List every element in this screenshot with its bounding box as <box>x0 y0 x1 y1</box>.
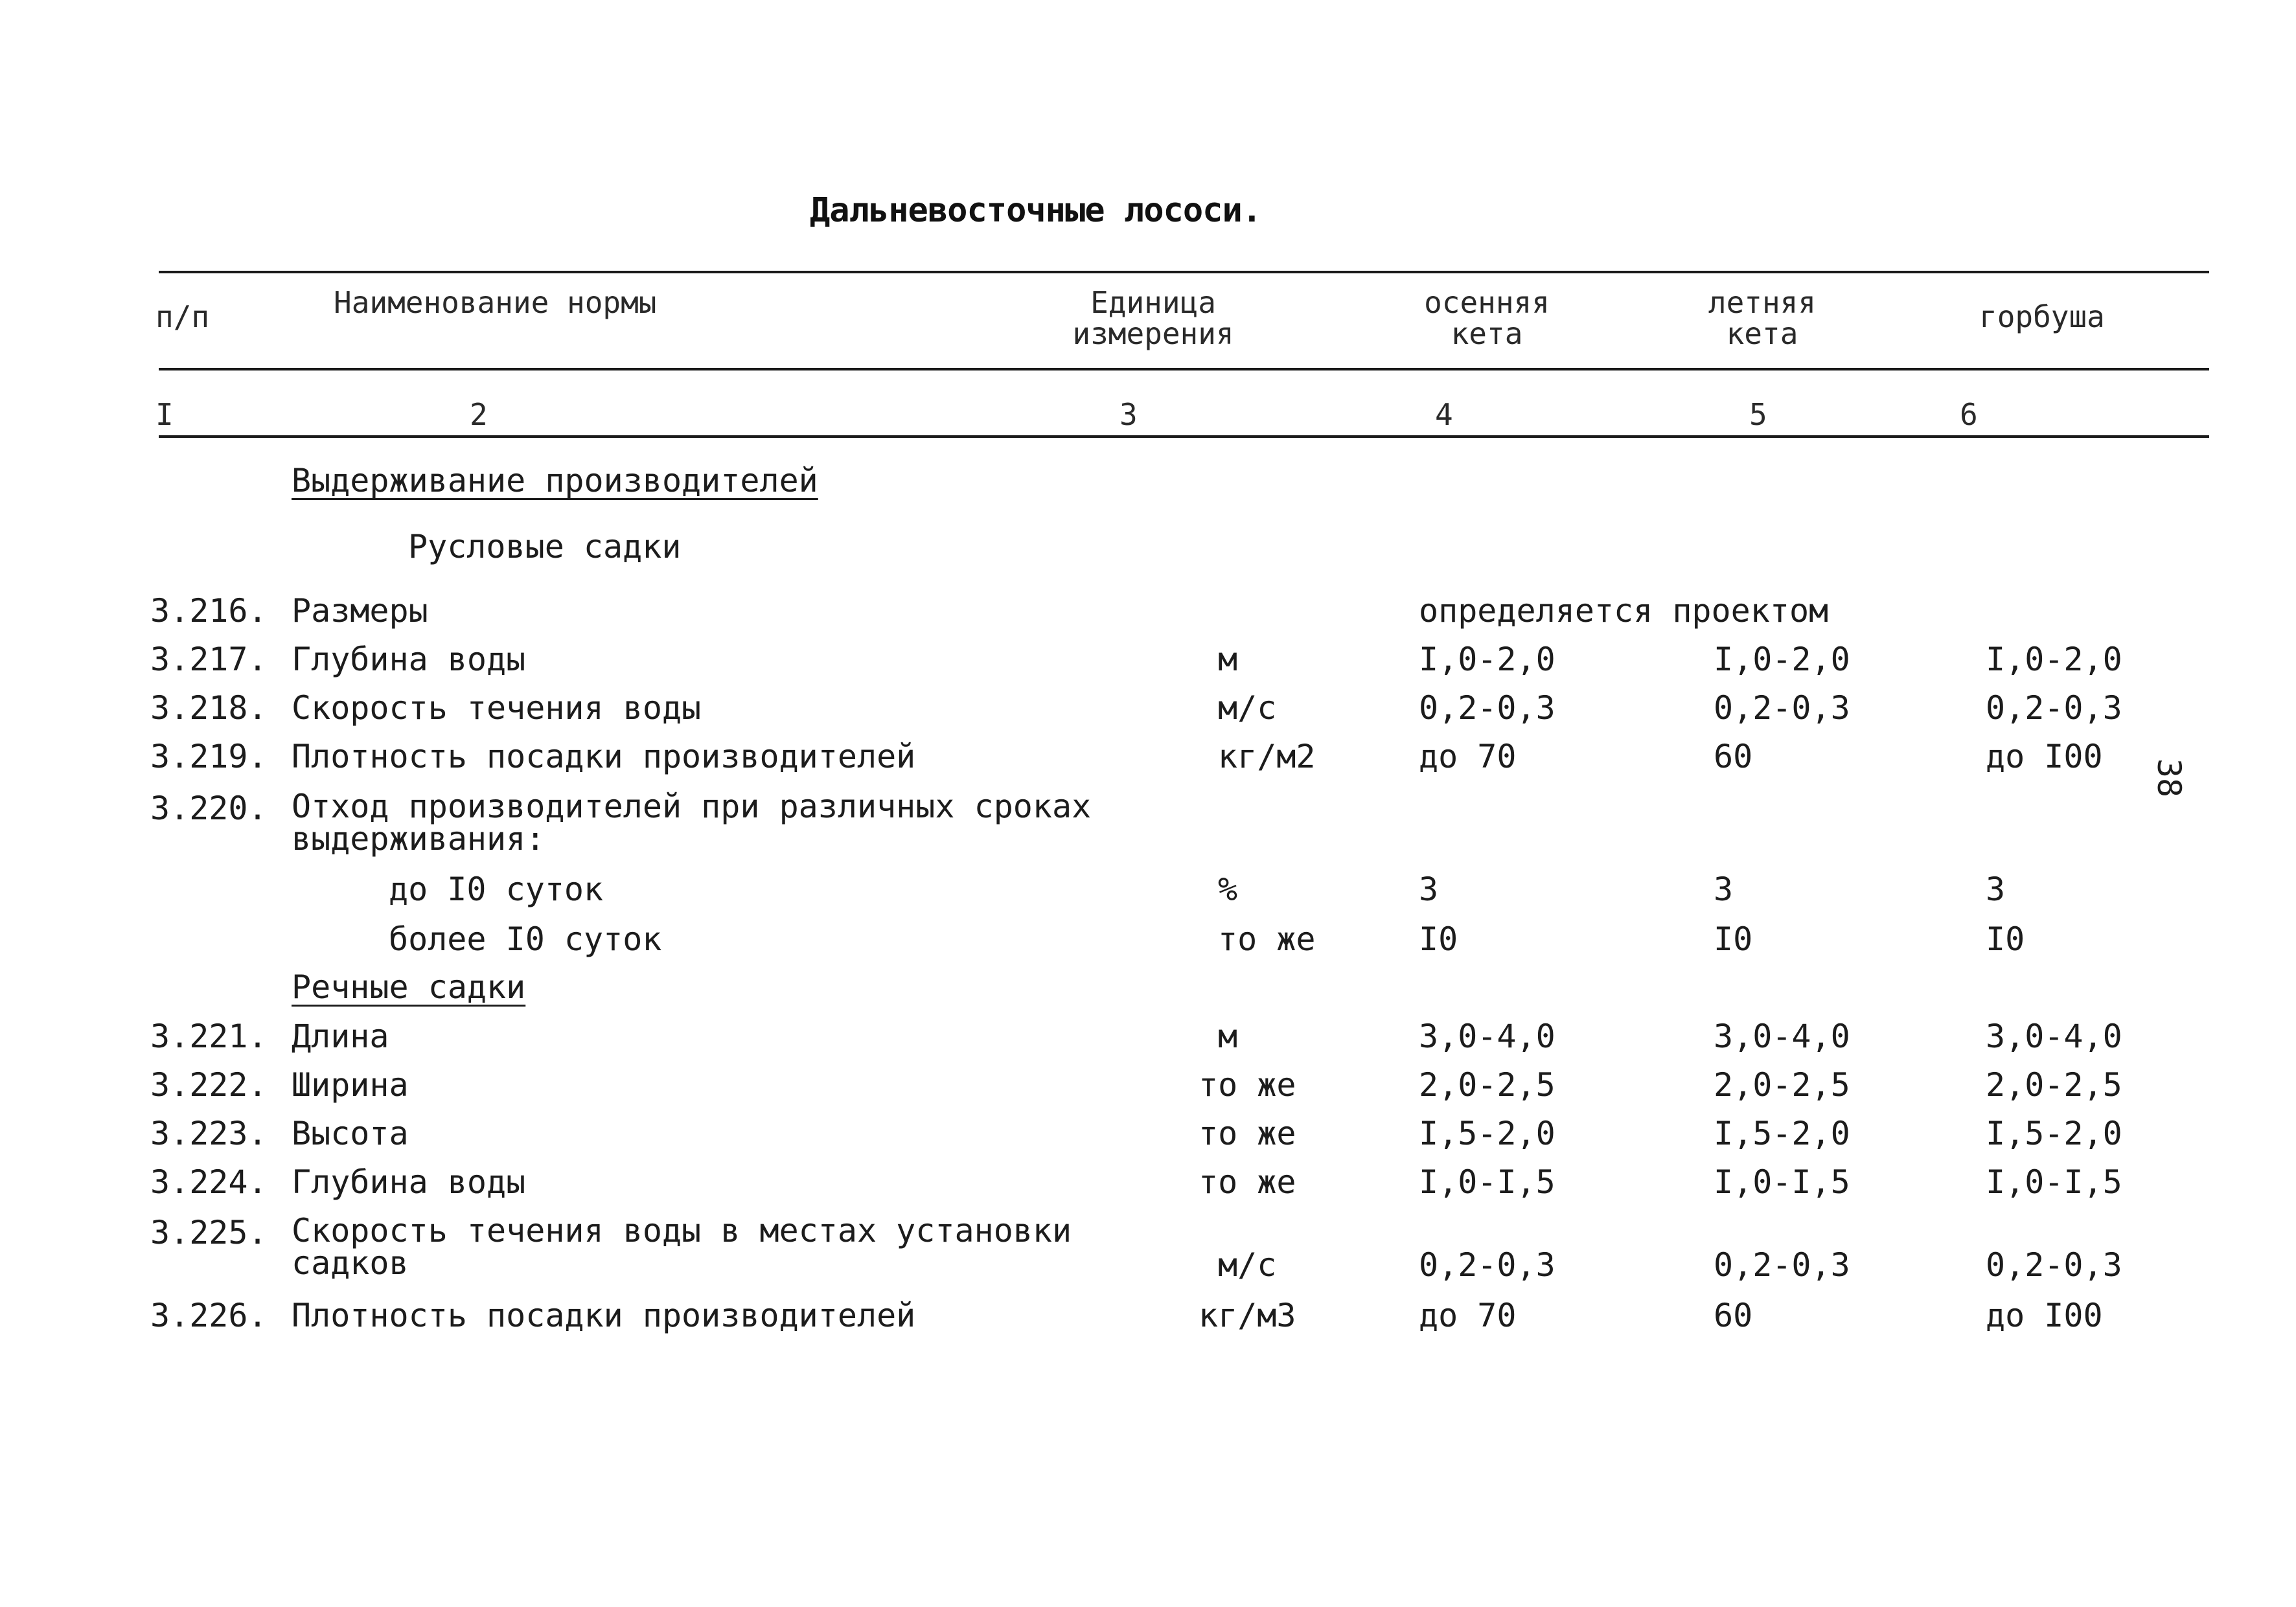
value-pink-salmon: I,0-2,0 <box>1986 641 2122 678</box>
col-number-2: 2 <box>470 397 488 432</box>
row-name: более I0 суток <box>389 920 662 958</box>
page-number: 38 <box>2150 758 2188 798</box>
value-autumn-chum: I0 <box>1419 920 1458 958</box>
header-col-1: п/п <box>155 299 210 334</box>
row-unit: % <box>1218 871 1238 908</box>
value-pink-salmon: 0,2-0,3 <box>1986 1246 2122 1284</box>
value-autumn-chum: I,0-I,5 <box>1419 1163 1556 1201</box>
col-number-5: 5 <box>1749 397 1767 432</box>
row-span-value: определяется проектом <box>1419 592 1829 630</box>
row-number: 3.222. <box>150 1066 268 1104</box>
value-pink-salmon: до I00 <box>1986 738 2103 775</box>
header-bottom-rule <box>159 435 2209 438</box>
row-name: Скорость течения воды в местах установки садков <box>292 1212 1072 1282</box>
value-summer-chum: I,5-2,0 <box>1714 1115 1850 1152</box>
row-unit: то же <box>1218 920 1316 958</box>
row-name: Длина <box>292 1018 389 1055</box>
value-autumn-chum: до 70 <box>1419 738 1517 775</box>
row-name: Высота <box>292 1115 409 1152</box>
row-unit: м/с <box>1218 689 1277 727</box>
row-unit: кг/м3 <box>1199 1297 1296 1334</box>
value-autumn-chum: 0,2-0,3 <box>1419 1246 1556 1284</box>
row-unit: то же <box>1199 1115 1296 1152</box>
value-autumn-chum: 3,0-4,0 <box>1419 1018 1556 1055</box>
section-heading: Выдерживание производителей <box>292 462 818 499</box>
row-name: Скорость течения воды <box>292 689 702 727</box>
row-number: 3.218. <box>150 689 268 727</box>
row-number: 3.224. <box>150 1163 268 1201</box>
value-pink-salmon: 3 <box>1986 871 2006 908</box>
value-summer-chum: I0 <box>1714 920 1753 958</box>
value-autumn-chum: 2,0-2,5 <box>1419 1066 1556 1104</box>
header-col-6: горбуша <box>1979 299 2105 334</box>
value-autumn-chum: 3 <box>1419 871 1439 908</box>
row-number: 3.219. <box>150 738 268 775</box>
value-summer-chum: 0,2-0,3 <box>1714 1246 1850 1284</box>
row-unit: м <box>1218 1018 1238 1055</box>
row-name: Глубина воды <box>292 641 526 678</box>
row-name: Плотность посадки производителей <box>292 1297 916 1334</box>
row-number: 3.226. <box>150 1297 268 1334</box>
header-col-3: Единица измерения <box>1072 285 1234 351</box>
value-summer-chum: 3,0-4,0 <box>1714 1018 1850 1055</box>
row-number: 3.223. <box>150 1115 268 1152</box>
value-autumn-chum: I,5-2,0 <box>1419 1115 1556 1152</box>
value-pink-salmon: I,5-2,0 <box>1986 1115 2122 1152</box>
row-name: Ширина <box>292 1066 409 1104</box>
col-number-4: 4 <box>1435 397 1453 432</box>
col-number-1: I <box>155 397 174 432</box>
value-pink-salmon: 2,0-2,5 <box>1986 1066 2122 1104</box>
subsection-heading: Русловые садки <box>408 528 682 565</box>
value-pink-salmon: 3,0-4,0 <box>1986 1018 2122 1055</box>
header-col-2: Наименование нормы <box>334 285 657 320</box>
row-name: Размеры <box>292 592 428 630</box>
col-number-6: 6 <box>1960 397 1978 432</box>
row-name: Отход производителей при различных сроках выдерживания: <box>292 788 1092 858</box>
value-pink-salmon: 0,2-0,3 <box>1986 689 2122 727</box>
page-title: Дальневосточные лососи. <box>810 191 1262 230</box>
row-number: 3.220. <box>150 790 268 827</box>
row-unit: то же <box>1199 1066 1296 1104</box>
value-summer-chum: 60 <box>1714 738 1753 775</box>
row-unit: то же <box>1199 1163 1296 1201</box>
value-summer-chum: I,0-I,5 <box>1714 1163 1850 1201</box>
row-number: 3.221. <box>150 1018 268 1055</box>
value-summer-chum: 60 <box>1714 1297 1753 1334</box>
row-number: 3.216. <box>150 592 268 630</box>
header-col-4: осенняя кета <box>1424 285 1550 351</box>
row-number: 3.217. <box>150 641 268 678</box>
value-summer-chum: 3 <box>1714 871 1734 908</box>
row-name: Плотность посадки производителей <box>292 738 916 775</box>
header-col-5: летняя кета <box>1708 285 1817 351</box>
section-heading: Речные садки <box>292 968 526 1006</box>
row-name: Глубина воды <box>292 1163 526 1201</box>
value-autumn-chum: I,0-2,0 <box>1419 641 1556 678</box>
value-autumn-chum: 0,2-0,3 <box>1419 689 1556 727</box>
col-number-3: 3 <box>1119 397 1138 432</box>
value-pink-salmon: I,0-I,5 <box>1986 1163 2122 1201</box>
header-top-rule <box>159 271 2209 273</box>
row-unit: м/с <box>1218 1246 1277 1284</box>
row-name: до I0 суток <box>389 871 604 908</box>
value-summer-chum: I,0-2,0 <box>1714 641 1850 678</box>
value-pink-salmon: до I00 <box>1986 1297 2103 1334</box>
value-summer-chum: 2,0-2,5 <box>1714 1066 1850 1104</box>
row-unit: кг/м2 <box>1218 738 1316 775</box>
header-middle-rule <box>159 368 2209 370</box>
row-number: 3.225. <box>150 1214 268 1251</box>
value-summer-chum: 0,2-0,3 <box>1714 689 1850 727</box>
value-autumn-chum: до 70 <box>1419 1297 1517 1334</box>
row-unit: м <box>1218 641 1238 678</box>
value-pink-salmon: I0 <box>1986 920 2025 958</box>
